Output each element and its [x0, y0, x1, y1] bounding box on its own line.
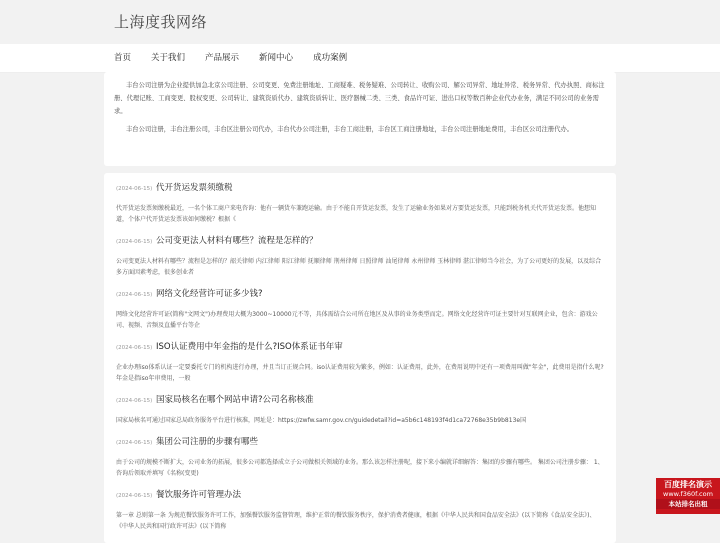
- list-item: [116, 181, 604, 225]
- nav-item-products[interactable]: 产品展示: [205, 53, 240, 63]
- ranking-ad-badge[interactable]: [656, 478, 720, 514]
- intro-panel: [104, 72, 616, 166]
- article-summary: 国家局核名可通过国家总局政务服务平台进行核准，网址是：https://zwfw.samr.gov.cn/guidedetail?id=a5b6c148193f4d1ca72768e35b9b813e国: [116, 417, 527, 424]
- list-item: [116, 287, 604, 331]
- article-title-link[interactable]: 网络文化经营许可证多少钱?: [156, 289, 263, 299]
- article-title-link[interactable]: 餐饮服务许可管理办法: [156, 490, 242, 500]
- badge-line-1: 百度排名演示: [664, 480, 712, 489]
- article-summary: 公司变更法人材料有哪些？流程是怎样的？韶关律师 内江律师 阳江律师 抚顺律师 荆州律师 日照律师 汕尾律师 永州律师 玉林律师 湛江律师当今社会，为了公司更好的发展，以及综合多方面因素考虑，很多创业者: [116, 258, 602, 276]
- article-summary: 企业办理iso体系认证一定要委托专门的机构进行办理，并且当订正规合同。iso认证费用较为繁多，例如：认证费用，此外，在费用说明中还有一项费用叫做"年金"，此费用是指什么呢?年金是指iso年审费用，一般: [116, 364, 604, 382]
- main-nav: [108, 44, 361, 72]
- article-date: (2024-06-15): [116, 493, 153, 499]
- badge-line-3: 本站排名出租: [656, 499, 720, 509]
- nav-item-cases[interactable]: 成功案例: [313, 53, 348, 63]
- nav-item-news[interactable]: 新闻中心: [259, 53, 294, 63]
- article-title-link[interactable]: 代开货运发票须缴税: [156, 183, 233, 193]
- article-date: (2024-06-15): [116, 345, 153, 351]
- list-item: [116, 340, 604, 384]
- article-title-link[interactable]: ISO认证费用中年金指的是什么?ISO体系证书年审: [156, 342, 343, 352]
- intro-keywords: 丰台公司注册，丰台注册公司，丰台区注册公司代办，丰台代办公司注册，丰台工商注册，丰台区工商注册地址，丰台公司注册地址费用，丰台区公司注册代办。: [126, 126, 574, 133]
- list-item: [116, 435, 604, 479]
- article-title-link[interactable]: 国家局核名在哪个网站申请?公司名称核准: [156, 395, 314, 405]
- intro-paragraph: 丰台公司注册为企业提供加急北京公司注册、公司变更、免费注册地址、工商疑难、税务疑难、公司转让、收购公司、解公司异常、地址异常、税务异常、代办执照、商标注册、代理记账、工商变更、股权变更、公司转让、建筑资质代办、建筑资质转让、医疗器械二类、三类、食品许可证、进出口权等数百种企业代办业务，满足不同公司的业务需求。: [114, 82, 605, 115]
- list-item: [116, 488, 604, 532]
- site-title[interactable]: 上海度我网络: [114, 13, 208, 31]
- badge-line-2: www.f360f.com: [663, 490, 713, 498]
- article-date: (2024-06-15): [116, 292, 153, 298]
- article-title-link[interactable]: 集团公司注册的步骤有哪些: [156, 437, 259, 447]
- nav-item-home[interactable]: 首页: [114, 53, 132, 63]
- list-item: [116, 234, 604, 278]
- article-date: (2024-06-15): [116, 440, 153, 446]
- article-date: (2024-06-15): [116, 239, 153, 245]
- nav-item-about[interactable]: 关于我们: [151, 53, 186, 63]
- article-date: (2024-06-15): [116, 186, 153, 192]
- article-summary: 代开货运发票须缴税最近，一名个体工商户来电咨询：他有一辆货车兼跑运输。由于不能自开货运发票，发生了运输业务如果对方要货运发票，只能到税务机关代开货运发票。他想知道，个体户代开货运发票该如何缴税？根据《: [116, 205, 597, 223]
- header: [0, 0, 720, 44]
- navbar: [0, 44, 720, 73]
- article-summary: 第一章 总则第一条 为规范餐饮服务许可工作，加强餐饮服务监督管理，维护正常的餐饮服务秩序，保护消费者健康，根据《中华人民共和国食品安全法》(以下简称《食品安全法》)、《中华人民共和国行政许可法》(以下简称: [116, 512, 596, 530]
- article-summary: 由于公司的规模不断扩大，公司业务的拓展，很多公司都选择成立子公司做相关领域的业务。那么该怎样注册呢，接下来小编就详细解答：集团的步骤有哪些。 集团公司注册步骤： 1、咨询后领取并填写《名称(变更): [116, 459, 604, 477]
- list-item: [116, 393, 604, 426]
- article-title-link[interactable]: 公司变更法人材料有哪些？流程是怎样的？: [156, 236, 318, 246]
- article-list: [104, 173, 616, 543]
- article-date: (2024-06-15): [116, 398, 153, 404]
- article-summary: 网络文化经营许可证(简称"文网文")办理费用大概为3000~10000元不等，具体需结合公司所在地区及从事的业务类型而定。网络文化经营许可证主要针对互联网企业，包含：游戏公司、视频、音频及直播平台等企: [116, 311, 598, 329]
